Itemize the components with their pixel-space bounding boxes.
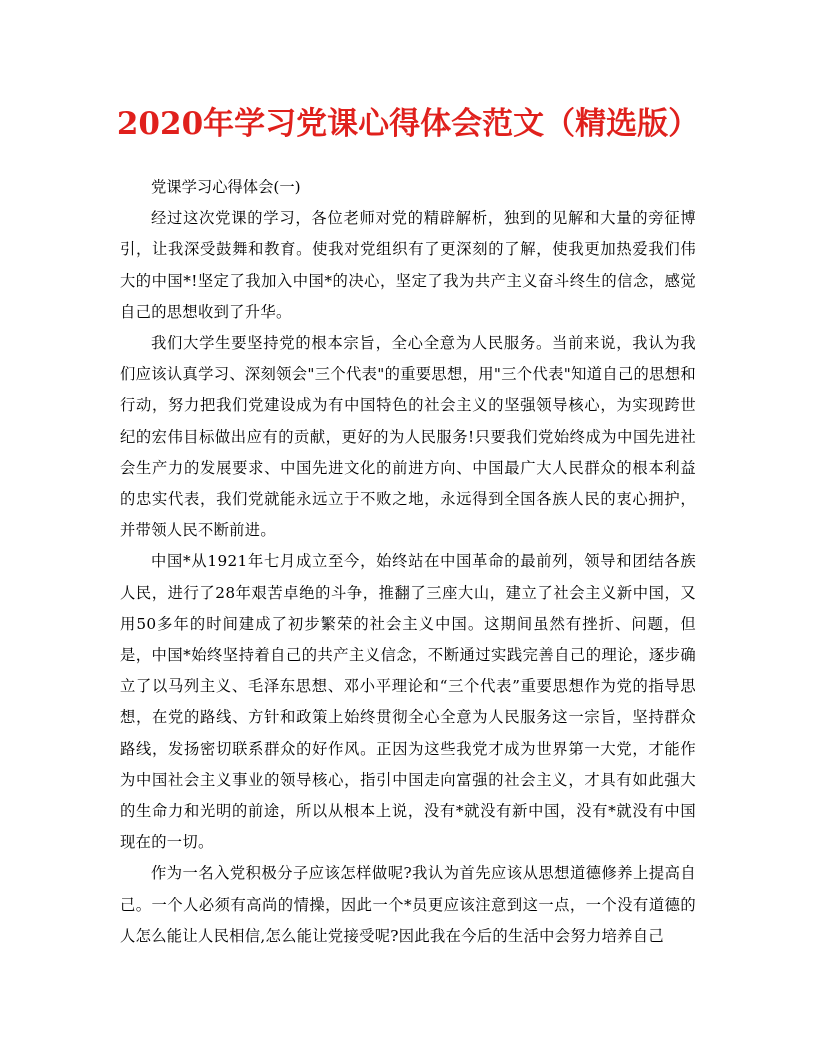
paragraph-4: 作为一名入党积极分子应该怎样做呢?我认为首先应该从思想道德修养上提高自己。一个人必须有高尚的情操，因此一个*员更应该注意到这一点，一个没有道德的人怎么能让人民相信,怎么能让党接受呢?因此我在今后的生活中会努力培养自己 [120,864,696,945]
paragraph-3: 中国*从1921年七月成立至今，始终站在中国革命的最前列，领导和团结各族人民，进行了28年艰苦卓绝的斗争，推翻了三座大山，建立了社会主义新中国，又用50多年的时间建成了初步繁荣的社会主义中国。这期间虽然有挫折、问题，但是，中国*始终坚持着自己的共产主义信念，不断通过实践完善自己的理论，逐步确立了以马列主义、毛泽东思想、邓小平理论和“三个代表”重要思想作为党的指导思想，在党的路线、方针和政策上始终贯彻全心全意为人民服务这一宗旨，坚持群众路线，发扬密切联系群众的好作风。正因为这些我党才成为世界第一大党，才能作为中国社会主义事业的领导核心，指引中国走向富强的社会主义，才具有如此强大的生命力和光明的前途，所以从根本上说，没有*就没有新中国，没有*就没有中国现在的一切。 [120,552,696,852]
paragraph-1: 经过这次党课的学习，各位老师对党的精辟解析，独到的见解和大量的旁征博引，让我深受鼓舞和教育。使我对党组织有了更深刻的了解，使我更加热爱我们伟大的中国*!坚定了我加入中国*的决心，坚定了我为共产主义奋斗终生的信念，感觉自己的思想收到了升华。 [120,209,696,321]
document-body [120,172,696,952]
section-subheading: 党课学习心得体会(一) [151,178,301,196]
paragraph-2: 我们大学生要坚持党的根本宗旨，全心全意为人民服务。当前来说，我认为我们应该认真学习、深刻领会"三个代表"的重要思想，用"三个代表"知道自己的思想和行动，努力把我们党建设成为有中国特色的社会主义的坚强领导核心，为实现跨世纪的宏伟目标做出应有的贡献，更好的为人民服务!只要我们党始终成为中国先进社会生产力的发展要求、中国先进文化的前进方向、中国最广大人民群众的根本利益的忠实代表，我们党就能永远立于不败之地，永远得到全国各族人民的衷心拥护，并带领人民不断前进。 [120,334,696,540]
document-title: 2020年学习党课心得体会范文（精选版） [116,106,700,142]
